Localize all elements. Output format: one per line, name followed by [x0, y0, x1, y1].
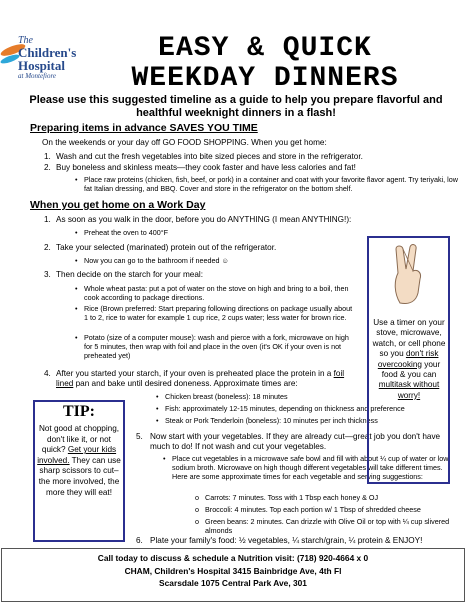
tip-text-b: Get your kids involved.	[37, 445, 117, 465]
tip-text-a: Not good at chopping, don't like it, or not quick?	[38, 424, 120, 455]
list-number: 6.	[136, 536, 143, 545]
crossed-fingers-icon	[386, 243, 432, 307]
tip-heading: TIP:	[63, 403, 95, 420]
step-3: Then decide on the starch for your meal:	[56, 270, 203, 279]
veg-carrots: o Carrots: 7 minutes. Toss with 1 Tbsp each honey & OJ	[205, 493, 455, 502]
list-number: 2.	[44, 243, 51, 252]
time-steak: • Steak or Pork Tenderloin (boneless): 10 minutes per inch thickness	[165, 416, 455, 425]
list-number: 4.	[44, 369, 51, 378]
tip-text	[37, 424, 121, 498]
starch-pasta: • Whole wheat pasta: put a pot of water on the stove on high and bring to a boil, then cook according to package directions.	[84, 284, 356, 302]
list-number: 3.	[44, 270, 51, 279]
hospital-logo	[6, 36, 86, 80]
advance-item: Buy boneless and skinless meats—they cook faster and have less calories and fat!	[56, 163, 356, 172]
step-4-underline: foil lined	[56, 369, 345, 388]
time-chicken: • Chicken breast (boneless): 18 minutes	[165, 392, 455, 401]
list-number: 2.	[44, 163, 51, 172]
advance-heading: Preparing items in advance SAVES YOU TIME	[30, 122, 258, 134]
timer-text-d: multitask without worry!	[378, 380, 440, 400]
step-2-bullet: • Now you can go to the bathroom if needed ☺	[84, 256, 354, 265]
logo-line: The	[18, 35, 33, 46]
logo-line: Children's	[18, 45, 77, 60]
time-fish: • Fish: approximately 12-15 minutes, depending on thickness and preference	[165, 404, 455, 413]
intro-text: Please use this suggested timeline as a guide to help you prepare flavorful and healthful weeknight dinners in a flash!	[29, 94, 443, 119]
timer-text-c: your food & you can	[381, 359, 441, 380]
logo-line: Hospital	[18, 58, 65, 73]
timer-tip-text	[372, 318, 446, 401]
step-4-text-end: pan and bake until desired doneness. Approximate times are:	[73, 379, 298, 388]
veg-green-beans: o Green beans: 2 minutes. Can drizzle with Olive Oil or top with ¼ cup slivered almonds	[205, 517, 455, 535]
timer-text-b: don't risk overcooking	[377, 349, 439, 369]
footer-line-2: CHAM, Children's Hospital 3415 Bainbridge Ave, 4th Fl	[124, 566, 342, 576]
step-2: Take your selected (marinated) protein out of the refrigerator.	[56, 243, 277, 252]
footer-line-1: Call today to discuss & schedule a Nutrition visit: (718) 920-4664 x 0	[97, 553, 369, 563]
title-line-2: WEEKDAY DINNERS	[131, 63, 399, 94]
footer-line-3: Scarsdale 1075 Central Park Ave, 301	[159, 578, 307, 588]
step-1: As soon as you walk in the door, before you do ANYTHING (I mean ANYTHING!):	[56, 215, 352, 224]
tip-text-c: They can use sharp scissors to cut– the more involved, the more they will eat!	[38, 455, 121, 497]
page-title	[100, 34, 430, 94]
step-5: Now start with your vegetables. If they are already cut—great job you don't have much to do! If not wash and cut your vegetables.	[150, 432, 441, 451]
step-4	[56, 369, 362, 389]
timer-text-a: Use a timer on your stove, microwave, watch, or cell phone so you	[372, 318, 446, 359]
title-line-1: EASY & QUICK	[158, 33, 372, 64]
list-number: 5.	[136, 432, 143, 441]
veg-broccoli: o Broccoli: 4 minutes. Top each portion w/ 1 Tbsp of shredded cheese	[205, 505, 455, 514]
starch-potato: • Potato (size of a computer mouse): wash and pierce with a fork, microwave on high for 5 minutes, then wrap with foil and place in the oven (it's OK if your oven is not preheated yet)	[84, 333, 356, 360]
step-5-bullet: • Place cut vegetables in a microwave safe bowl and fill with about ¼ cup of water or low sodium broth. Microwave on high though different vegetables will take different times. Here are some approximate times for each vegetable and serving suggestions:	[172, 454, 457, 481]
step-4-text: After you started your starch, if your oven is preheated place the protein in a	[56, 369, 334, 378]
advance-bullet: • Place raw proteins (chicken, fish, beef, or pork) in a container and coat with your favorite flavor agent. Try teriyaki, low fat Italian dressing, and BBQ. Cover and store in the refrigerator on the bottom shelf.	[84, 175, 459, 193]
step-6: Plate your family's food: ½ vegetables, ¼ starch/grain, ¼ protein & ENJOY!	[150, 536, 423, 545]
advance-lead: On the weekends or your day off GO FOOD SHOPPING. When you get home:	[42, 138, 327, 147]
step-1-bullet: • Preheat the oven to 400°F	[84, 228, 354, 237]
workday-heading: When you get home on a Work Day	[30, 199, 206, 211]
logo-line: at Montefiore	[18, 72, 57, 80]
starch-rice: • Rice (Brown preferred: Start preparing following directions on package usually about 1 to 2, rice to water for example 1 cup rice, 2 cups water; less water for brown rice.	[84, 304, 356, 322]
list-number: 1.	[44, 152, 51, 161]
list-number: 1.	[44, 215, 51, 224]
advance-item: Wash and cut the fresh vegetables into bite sized pieces and store in the refrigerator.	[56, 152, 363, 161]
